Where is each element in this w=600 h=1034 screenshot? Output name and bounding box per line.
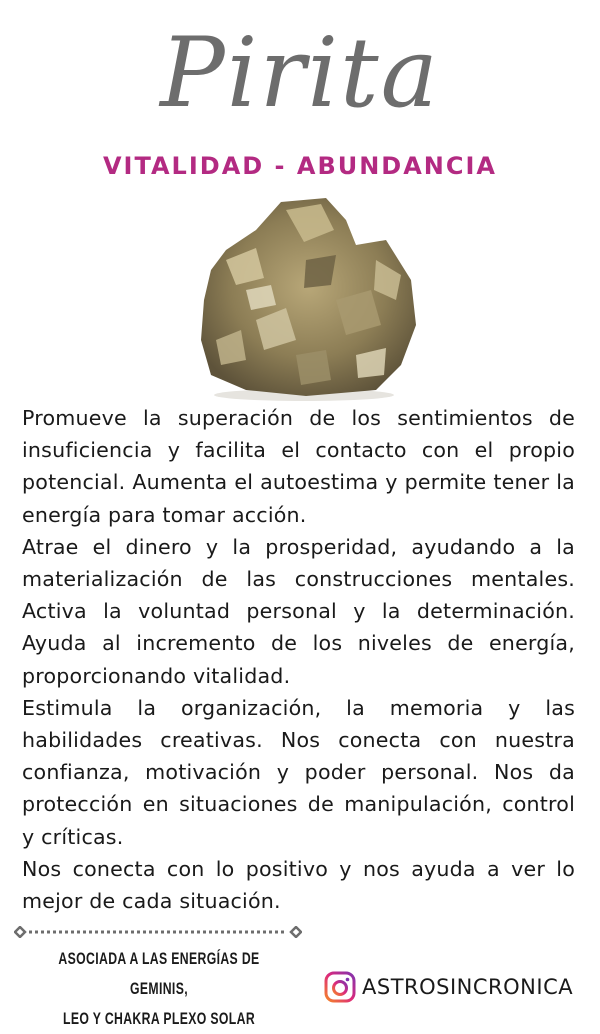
subtitle: VITALIDAD - ABUNDANCIA — [102, 152, 498, 180]
paragraph-4: Nos conecta con lo positivo y nos ayuda a ver lo mejor de cada situación. — [22, 856, 575, 914]
brand-name: ASTROSINCRONICA — [362, 975, 574, 999]
page-title: Pirita — [160, 17, 440, 129]
paragraph-2: Atrae el dinero y la prosperidad, ayudando a la materialización de las construcciones mentales. Activa la voluntad personal y la determinación. Ayuda al incremento de los niveles de energía, proporcionando vitalidad. — [22, 534, 575, 688]
paragraph-1: Promueve la superación de los sentimientos de insuficiencia y facilita el contacto con el propio potencial. Aumenta el autoestima y permite tener la energía para tomar acción. — [22, 406, 575, 527]
description — [22, 402, 575, 917]
paragraph-3: Estimula la organización, la memoria y las habilidades creativas. Nos conecta con nuestra confianza, motivación y poder personal. Nos da protección en situaciones de manipulación, control y críticas. — [22, 695, 575, 849]
association-line-1: ASOCIADA A LAS ENERGÍAS DE GEMINIS, — [58, 949, 260, 998]
association-text — [45, 944, 274, 1034]
brand-handle — [324, 967, 573, 1007]
association-line-2: LEO Y CHAKRA PLEXO SOLAR — [62, 1009, 256, 1028]
pyrite-stone-image — [186, 190, 422, 402]
dotted-divider — [14, 926, 302, 938]
instagram-icon — [324, 971, 356, 1003]
